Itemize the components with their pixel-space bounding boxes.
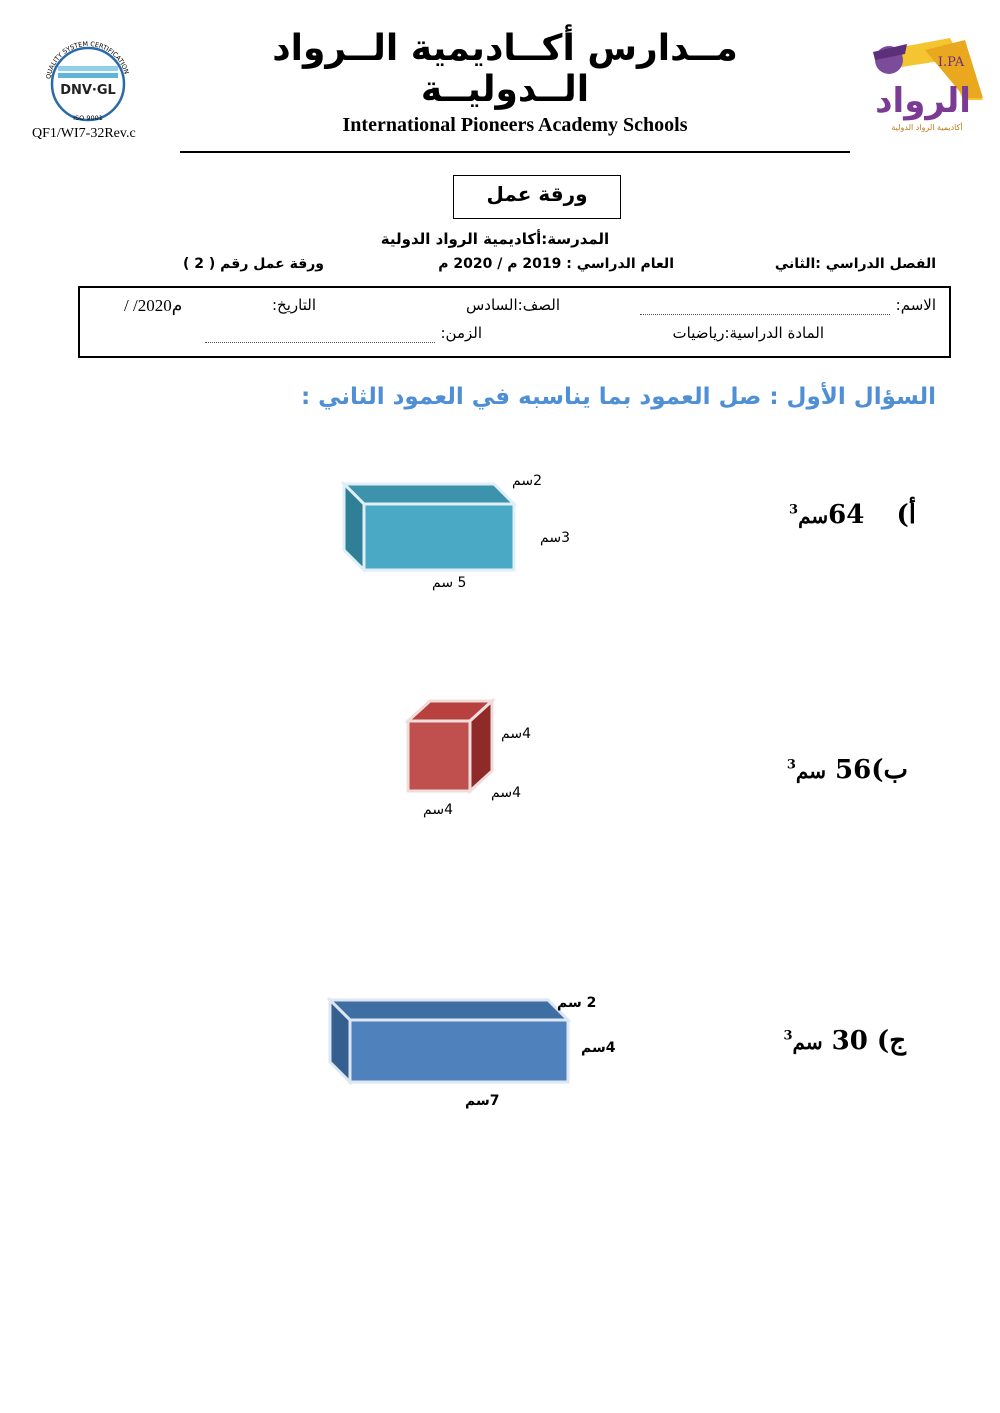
date-label: التاريخ:	[272, 296, 316, 314]
question-title: السؤال الأول : صل العمود بما يناسبه في العمود الثاني :	[300, 384, 936, 410]
academic-year-text: العام الدراسي : 2019 م / 2020 م	[438, 256, 674, 272]
answer-c[interactable]	[783, 1026, 906, 1056]
cert-top-text: QUALITY SYSTEM CERTIFICATION	[44, 39, 131, 80]
answer-b-value: 56	[835, 755, 872, 785]
answer-c-power: 3	[783, 1028, 793, 1044]
school-title-arabic: مــدارس أكــاديمية الــرواد الــدوليــة	[272, 28, 738, 110]
answer-b-unit: سم	[795, 759, 826, 783]
document-code: QF1/WI7-32Rev.c	[32, 126, 136, 141]
ipa-school-logo	[855, 30, 985, 140]
dnv-gl-certification-logo	[40, 38, 136, 124]
figure3-depth-label: 2 سم	[557, 995, 597, 1011]
date-field[interactable]: / /2020م	[124, 296, 183, 315]
name-label: الاسم:	[895, 296, 936, 314]
figure2-height-label: 4سم	[501, 726, 531, 742]
school-title-english: International Pioneers Academy Schools	[342, 114, 688, 136]
subject-text: المادة الدراسية:رياضيات	[672, 324, 824, 342]
answer-a-letter: أ)	[896, 500, 916, 530]
figure-prism-blue[interactable]	[318, 990, 578, 1090]
time-field[interactable]	[205, 342, 435, 343]
time-label: الزمن:	[440, 324, 482, 342]
figure1-length-label: 5 سم	[432, 575, 467, 591]
ipa-logo-text: أكاديمية الرواد الدولية	[891, 123, 963, 132]
answer-b-power: 3	[786, 757, 796, 773]
cert-brand: DNV·GL	[60, 83, 116, 98]
semester-text: الفصل الدراسي :الثاني	[774, 256, 936, 272]
answer-a-power: 3	[789, 502, 799, 518]
figure3-height-label: 4سم	[581, 1040, 616, 1056]
figure-prism-teal[interactable]	[330, 470, 530, 580]
figure2-depth-label: 4سم	[491, 785, 521, 801]
figure3-length-label: 7سم	[465, 1093, 500, 1109]
school-name-line: المدرسة:أكاديمية الرواد الدولية	[380, 230, 610, 248]
answer-a[interactable]	[789, 500, 916, 530]
header-divider	[180, 151, 850, 153]
worksheet-number-text: ورقة عمل رقم ( 2 )	[183, 256, 324, 272]
figure2-length-label: 4سم	[423, 802, 453, 818]
figure1-depth-label: 2سم	[512, 473, 542, 489]
worksheet-label: ورقة عمل	[486, 182, 588, 206]
answer-b[interactable]	[787, 755, 908, 785]
name-field[interactable]	[640, 314, 890, 315]
answer-a-unit: سم	[798, 504, 829, 528]
grade-text: الصف:السادس	[465, 296, 560, 314]
cert-standard: ISO 9001	[73, 114, 103, 122]
figure1-height-label: 3سم	[540, 530, 570, 546]
answer-a-value: 64	[828, 500, 865, 530]
answer-c-value: 30	[831, 1026, 868, 1056]
answer-b-letter: ب)	[871, 755, 908, 785]
svg-text:الرواد: الرواد	[875, 81, 971, 121]
answer-c-letter: ج)	[876, 1026, 906, 1056]
answer-c-unit: سم	[792, 1030, 823, 1054]
ipa-abbrev: I.PA	[937, 55, 965, 70]
